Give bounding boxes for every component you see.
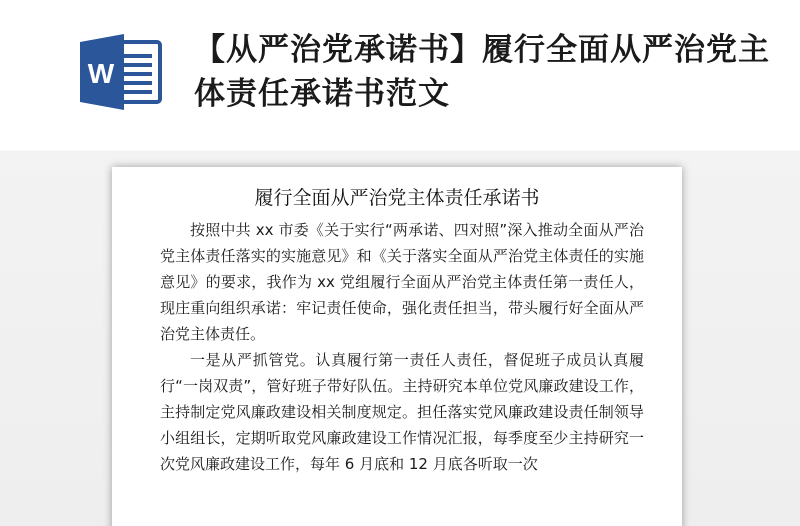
page-title: 【从严治党承诺书】履行全面从严治党主体责任承诺书范文: [194, 32, 770, 112]
document-paragraph: 按照中共 xx 市委《关于实行“两承诺、四对照”深入推动全面从严治党主体责任落实的实施意见》和《关于落实全面从严治党主体责任的实施意见》的要求，我作为 xx 党组履行全面从严治党主体责任第一责任人，现庄重向组织承诺：牢记责任使命，强化责任担当，带头履行好全面从严治党主体责任。: [160, 221, 644, 343]
document-preview: [112, 167, 682, 526]
document-body: [160, 217, 644, 477]
word-icon-letter: W: [87, 58, 115, 89]
document-paragraph: 一是从严抓管党。认真履行第一责任人责任，督促班子成员认真履行“一岗双责”，管好班子带好队伍。主持研究本单位党风廉政建设工作，主持制定党风廉政建设相关制度规定。担任落实党风廉政建设责任制领导小组组长，定期听取党风廉政建设工作情况汇报，每季度至少主持研究一次党风廉政建设工作，每年 6 月底和 12 月底各听取一次: [160, 351, 644, 473]
header: [0, 0, 800, 150]
word-document-icon: [76, 32, 166, 112]
document-title: 履行全面从严治党主体责任承诺书: [254, 187, 540, 209]
